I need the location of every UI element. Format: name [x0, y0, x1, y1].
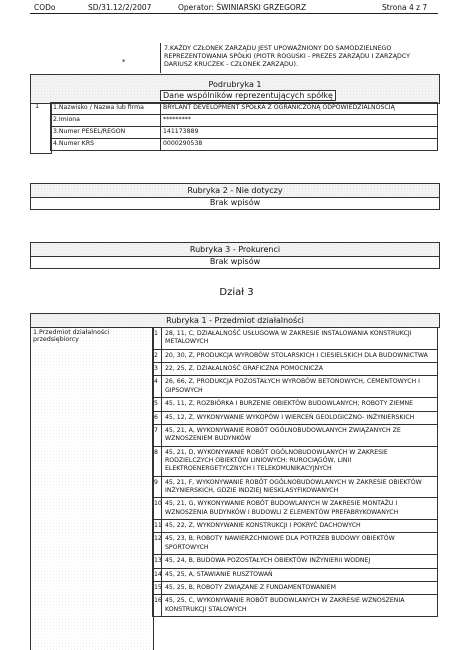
activity-table	[152, 327, 438, 617]
section-2-header	[30, 183, 440, 198]
intro-mark: *	[122, 58, 126, 66]
activity-number: 4	[153, 376, 162, 398]
header-divider	[30, 13, 438, 14]
activity-number: 14	[153, 568, 162, 581]
activity-number: 7	[153, 424, 162, 446]
section-2-value: Brak wpisów	[209, 198, 261, 207]
activity-number: 8	[153, 446, 162, 476]
representation-text-box	[160, 43, 442, 71]
section-2-title: Rubryka 2 - Nie dotyczy	[187, 186, 283, 195]
activity-row	[153, 555, 438, 568]
shareholder-table	[50, 102, 438, 151]
activity-description: 45, 25, C, WYKONYWANIE ROBÓT BUDOWLANYCH W ZAKRESIE WZNOSZENIA KONSTRUKCJI STALOWYCH	[162, 595, 438, 617]
activity-number: 6	[153, 411, 162, 424]
activity-description: 45, 23, B, ROBOTY NAWIERZCHNIOWE DLA POTRZEB BUDOWY OBIEKTÓW SPORTOWYCH	[162, 533, 438, 555]
section-3-value: Brak wpisów	[209, 257, 261, 266]
activity-description: 45, 24, B, BUDOWA POZOSTAŁYCH OBIEKTÓW INŻYNIERII WODNEJ	[162, 555, 438, 568]
activity-left-cell	[30, 327, 154, 650]
section-3-title: Rubryka 3 - Prokurenci	[189, 245, 281, 254]
shareholder-field-value: *********	[161, 115, 438, 127]
activity-number: 15	[153, 581, 162, 594]
shareholder-row	[51, 127, 438, 139]
activity-row	[153, 533, 438, 555]
activity-row	[153, 520, 438, 533]
shareholder-row	[51, 115, 438, 127]
shareholder-field-label: 3.Numer PESEL/REGON	[51, 127, 161, 139]
activity-row	[153, 581, 438, 594]
activity-number: 13	[153, 555, 162, 568]
page-header	[0, 0, 473, 14]
activity-left-label: 1.Przedmiot działalności przedsiębiorcy	[33, 329, 110, 343]
activity-description: 26, 66, Z, PRODUKCJA POZOSTAŁYCH WYROBÓW BETONOWYCH, CEMENTOWYCH I GIPSOWYCH	[162, 376, 438, 398]
activity-row	[153, 424, 438, 446]
activity-description: 45, 11, Z, ROZBIÓRKA I BURZENIE OBIEKTÓW BUDOWLANYCH; ROBOTY ZIEMNE	[162, 398, 438, 411]
activity-description: 22, 25, Z, DZIAŁALNOŚĆ GRAFICZNA POMOCNICZA	[162, 363, 438, 376]
activity-number: 9	[153, 476, 162, 498]
shareholder-field-value: BRYLANT DEVELOPMENT SPÓŁKA Z OGRANICZONĄ ODPOWIEDZIALNOŚCIĄ	[161, 103, 438, 115]
section-2-body	[30, 197, 440, 210]
shareholder-field-label: 4.Numer KRS	[51, 139, 161, 151]
operator-label: Operator: ŚWINIARSKI GRZEGORZ	[178, 3, 307, 12]
code-label: CODo	[34, 3, 56, 12]
activity-number: 3	[153, 363, 162, 376]
activity-description: 45, 21, F, WYKONYWANIE ROBÓT OGÓLNOBUDOWLANYCH W ZAKRESIE OBIEKTÓW INŻYNIERSKICH, GDZIE INDZIEJ NIESKLASYFIKOWANYCH	[162, 476, 438, 498]
activity-row	[153, 446, 438, 476]
subsection-1-header	[30, 74, 440, 104]
activity-description: 45, 25, B, ROBOTY ZWIĄZANE Z FUNDAMENTOWANIEM	[162, 581, 438, 594]
activity-description: 45, 21, G, WYKONYWANIE ROBÓT BUDOWLANYCH W ZAKRESIE MONTAŻU I WZNOSZENIA BUDYNKÓW I BUDOWLI Z ELEMENTÓW PREFABRYKOWANYCH	[162, 498, 438, 520]
activity-number: 10	[153, 498, 162, 520]
shareholder-row	[51, 139, 438, 151]
activity-row	[153, 568, 438, 581]
shareholder-field-label: 1.Nazwisko / Nazwa lub firma	[51, 103, 161, 115]
shareholder-field-value: 0000290538	[161, 139, 438, 151]
activity-number: 12	[153, 533, 162, 555]
activity-row	[153, 498, 438, 520]
subsection-1-index-cell	[30, 102, 52, 154]
activity-row	[153, 349, 438, 362]
intro-left-border	[160, 43, 161, 73]
reference-number: SD/31.12/2/2007	[88, 3, 152, 12]
activity-description: 45, 21, D, WYKONYWANIE ROBÓT OGÓLNOBUDOWLANYCH W ZAKRESIE RODZIELCZYCH OBIEKTÓW LINIOWYCH: RUROCIĄGÓW, LINII ELEKTROENERGETYCZNYCH I TELEKOMUNIKACYJNYCH	[162, 446, 438, 476]
activity-row	[153, 376, 438, 398]
activity-description: 28, 11, C, DZIAŁALNOŚĆ USŁUGOWA W ZAKRESIE INSTALOWANIA KONSTRUKCJI METALOWYCH	[162, 328, 438, 350]
activity-row	[153, 411, 438, 424]
section-3-header	[30, 242, 440, 257]
activity-row	[153, 595, 438, 617]
activity-description: 45, 22, Z, WYKONYWANIE KONSTRUKCJI I POKRYĆ DACHOWYCH	[162, 520, 438, 533]
section-3-body	[30, 256, 440, 269]
activity-description: 20, 30, Z, PRODUKCJA WYROBÓW STOLARSKICH I CIESIELSKICH DLA BUDOWNICTWA	[162, 349, 438, 362]
activity-row	[153, 398, 438, 411]
activity-description: 45, 25, A, STAWIANIE RUSZTOWAŃ	[162, 568, 438, 581]
subsection-1-subtitle: Dane wspólników reprezentujących spółkę	[160, 90, 336, 101]
activity-number: 5	[153, 398, 162, 411]
activity-number: 11	[153, 520, 162, 533]
activity-description: 45, 12, Z, WYKONYWANIE WYKOPÓW I WIERCEŃ GEOLOGICZNO- INŻYNIERSKICH	[162, 411, 438, 424]
activity-row	[153, 328, 438, 350]
activity-number: 16	[153, 595, 162, 617]
subsection-1-title: Podrubryka 1	[208, 80, 262, 89]
page-number: Strona 4 z 7	[382, 3, 428, 12]
activity-section-header	[30, 313, 440, 328]
activity-row	[153, 363, 438, 376]
shareholder-field-value: 141173889	[161, 127, 438, 139]
representation-text: 7.KAŻDY CZŁONEK ZARZĄDU JEST UPOWAŻNIONY DO SAMODZIELNEGO REPREZENTOWANIA SPÓŁKI (PIOTR ROGUSKI - PREZES ZARZĄDU I ZARZĄDCY DARIUSZ KRUCZEK - CZŁONEK ZARZĄDU).	[164, 45, 410, 69]
activity-row	[153, 476, 438, 498]
shareholder-field-label: 2.Imiona	[51, 115, 161, 127]
activity-description: 45, 21, A, WYKONYWANIE ROBÓT OGÓLNOBUDOWLANYCH ZWIĄZANYCH ZE WZNOSZENIEM BUDYNKÓW	[162, 424, 438, 446]
division-title: Dział 3	[219, 287, 254, 298]
activity-number: 2	[153, 349, 162, 362]
subsection-1-index: 1	[35, 102, 40, 110]
shareholder-row	[51, 103, 438, 115]
activity-section-title: Rubryka 1 - Przedmiot działalności	[166, 316, 304, 325]
activity-number: 1	[153, 328, 162, 350]
